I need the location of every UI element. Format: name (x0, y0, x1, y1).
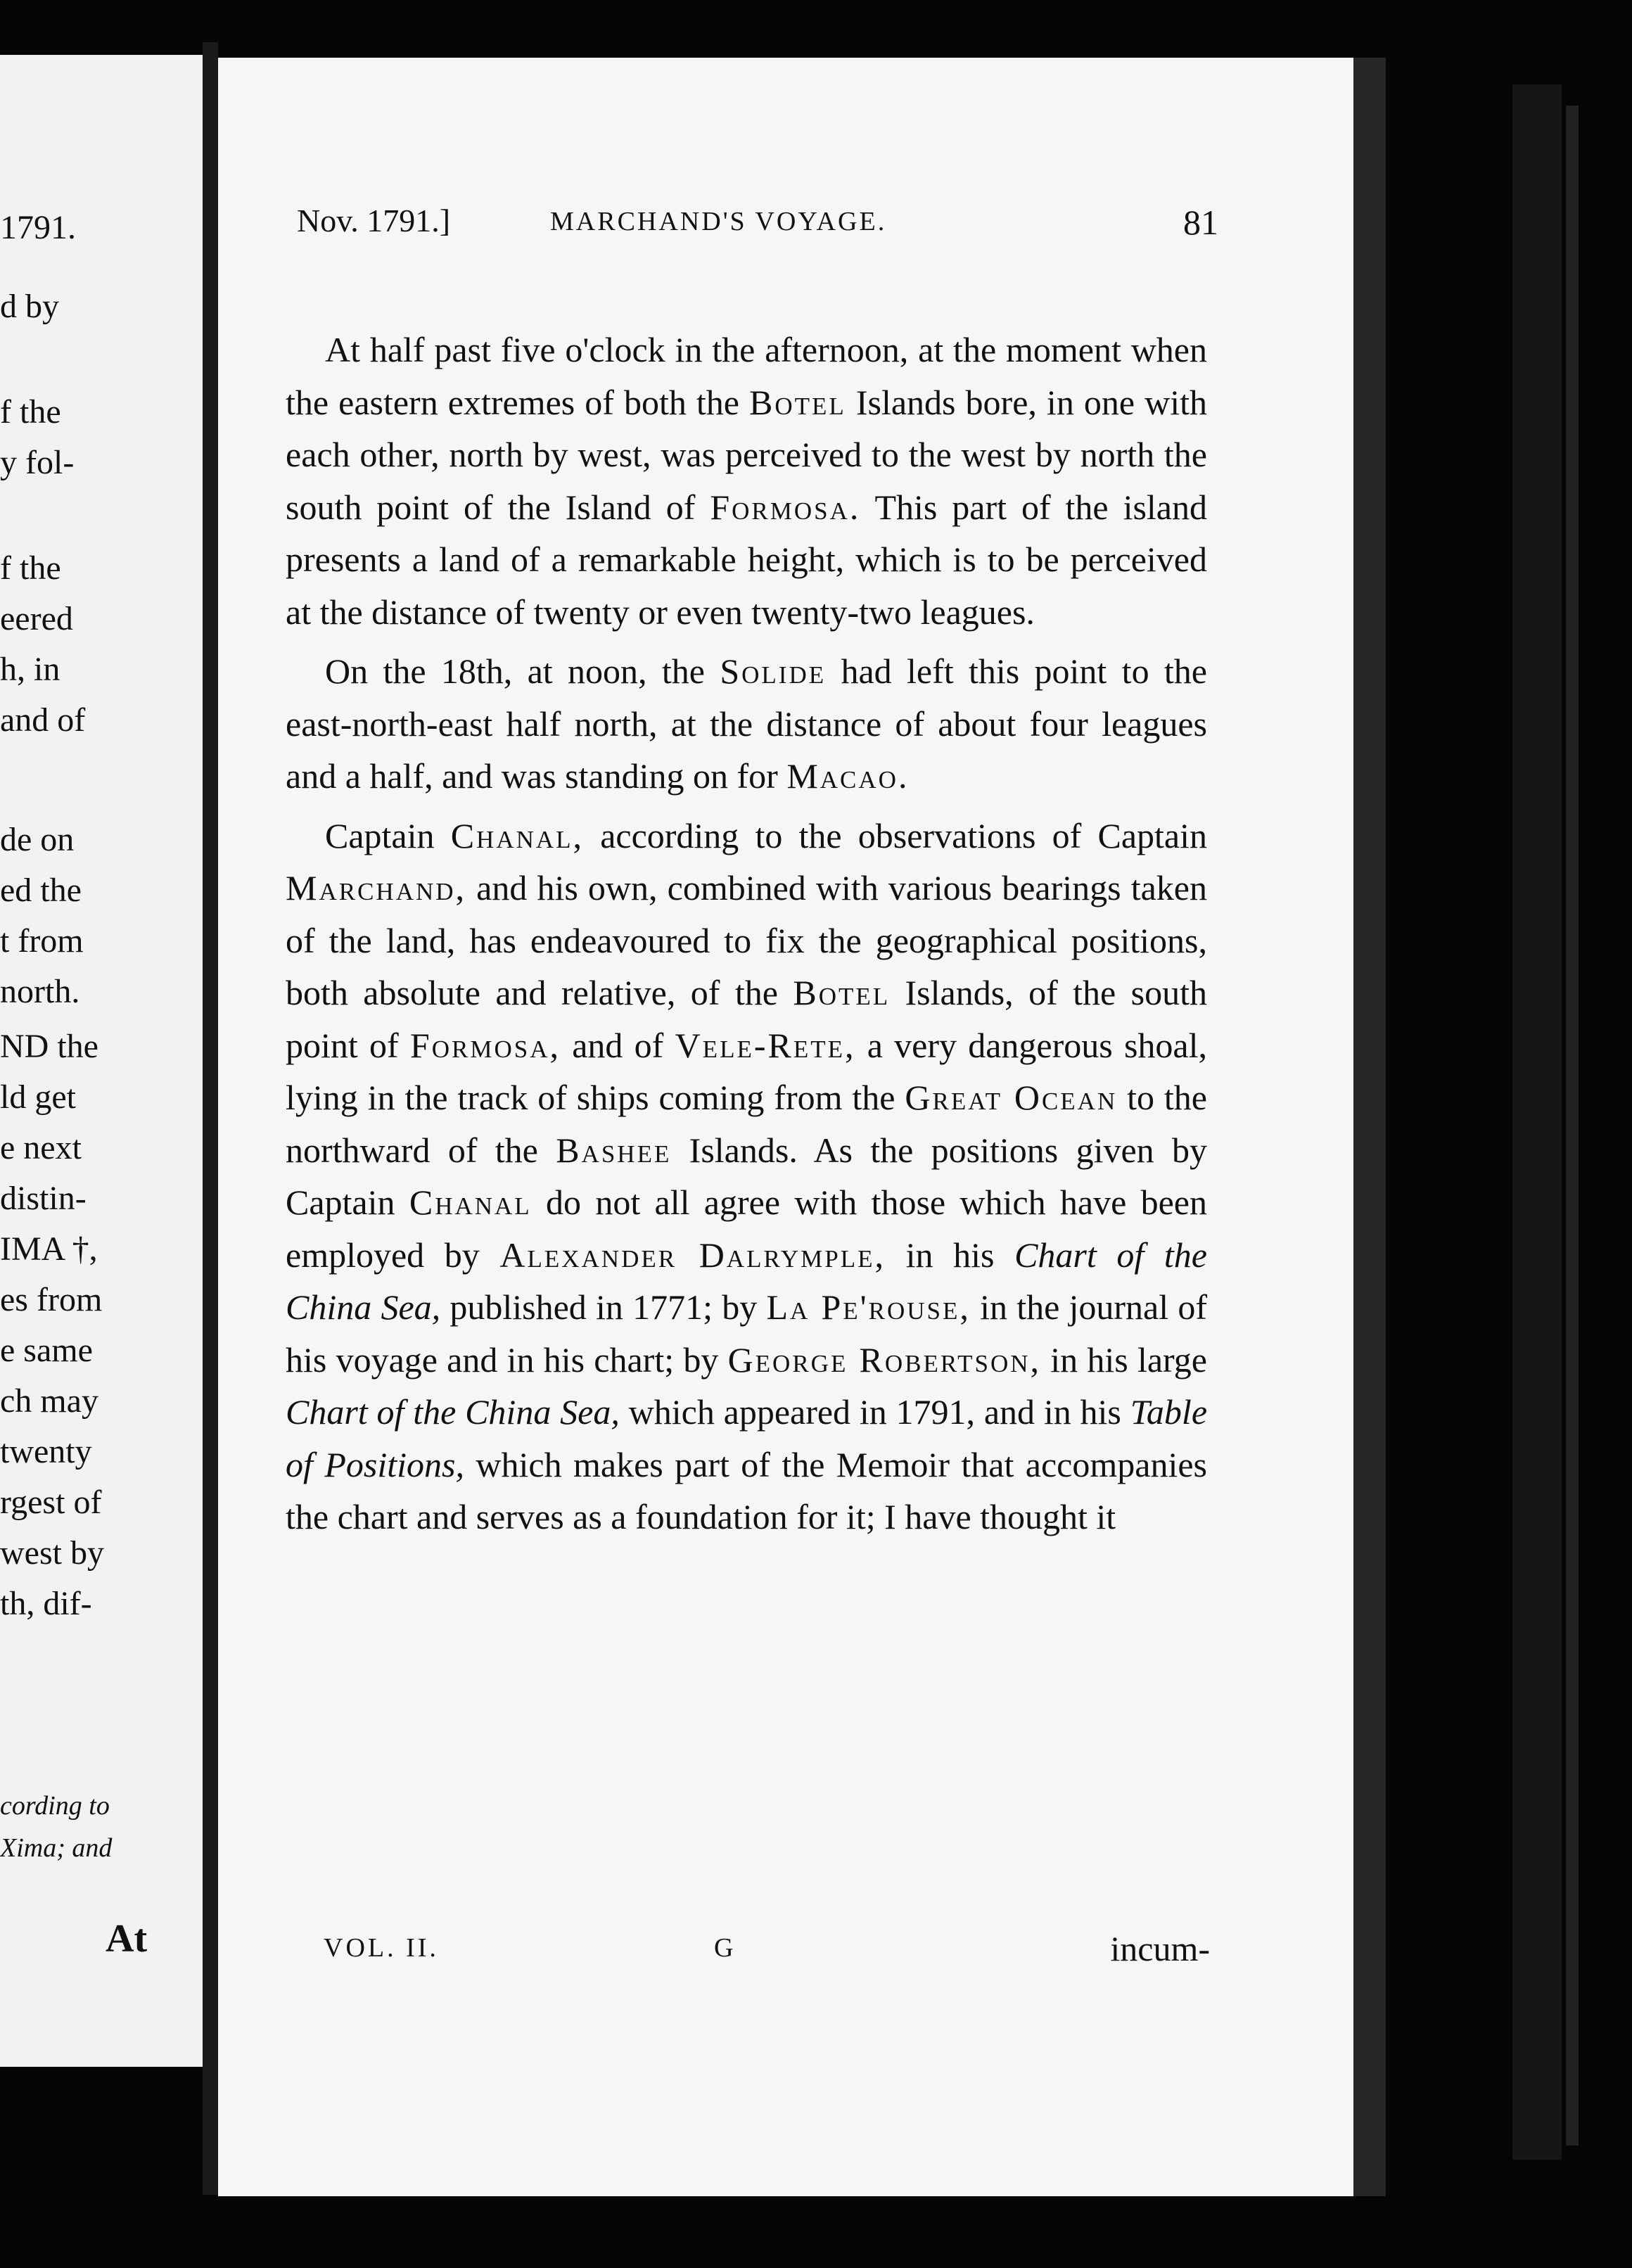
left-fragment: IMA †, (0, 1230, 98, 1268)
left-fragment: th, dif- (0, 1585, 92, 1622)
signature-mark: G (714, 1933, 734, 1963)
text-run: On the 18th, at noon, the (325, 651, 720, 691)
person-name: La Pe'rouse, (766, 1287, 971, 1327)
place-name: Vele-Rete, (675, 1025, 856, 1065)
page-footer (324, 1929, 1210, 1975)
work-title: Table of Positions, (286, 1392, 1208, 1484)
left-fragment: es from (0, 1281, 103, 1318)
person-name: George Robertson, (727, 1339, 1042, 1380)
text-run: This part of the island presents a land of a remarkable height, which is to be perceived at the distance of twenty or even twenty-two leagues. (286, 487, 1207, 632)
text-run: do not all agree with those which have been employed by (286, 1183, 1207, 1275)
left-fragment: h, in (0, 651, 60, 688)
left-fragment: f the (0, 393, 61, 431)
text-run: Islands. As the positions given by Captain (286, 1130, 1207, 1222)
left-fragment: e next (0, 1129, 82, 1166)
text-run: published in 1771; by (440, 1287, 767, 1327)
work-title: Chart of the China Sea, (286, 1235, 1207, 1327)
book-gutter (203, 42, 218, 2195)
left-fragment: 1791. (0, 209, 76, 246)
book-edge (1512, 84, 1562, 2160)
page-edge-shadow (1353, 58, 1386, 2196)
left-fragment: rgest of (0, 1484, 102, 1521)
left-fragment: cording to (0, 1791, 110, 1821)
main-page (218, 58, 1353, 2196)
left-fragment: north. (0, 973, 80, 1010)
text-run: and of (561, 1025, 675, 1065)
left-fragment: ND the (0, 1028, 98, 1065)
text-run: Islands bore, in one with each other, north by west, was perceived to the west by north the south point of the Island of (286, 382, 1207, 527)
text-run: had left this point to the east-north-east half north, at the distance of about four leagues and a half, and was standing on for (286, 651, 1207, 796)
left-fragment: f the (0, 549, 61, 587)
catchword: incum- (1110, 1929, 1210, 1968)
text-run: in his (886, 1235, 1015, 1275)
left-fragment: eered (0, 600, 73, 637)
page-number: 81 (1183, 203, 1218, 242)
text-run: which appeared in 1791, and in his (619, 1392, 1130, 1432)
left-fragment: ld get (0, 1078, 76, 1116)
person-name: Marchand, (286, 868, 467, 907)
text-run: to the northward of the (286, 1078, 1207, 1170)
left-fragment: t from (0, 922, 84, 960)
place-name: Botel (749, 382, 846, 422)
paragraph-2 (286, 645, 1207, 803)
book-edge (1566, 106, 1579, 2146)
left-fragment: twenty (0, 1433, 92, 1470)
place-name: Macao. (786, 756, 910, 796)
text-run: which makes part of the Memoir that accompanies the chart and serves as a foundation for it; I have thought it (286, 1444, 1207, 1536)
place-name: Bashee (556, 1130, 672, 1170)
text-run: At half past five o'clock in the afternoon, at the moment when the eastern extremes of both the (286, 330, 1207, 422)
left-fragment: y fol- (0, 444, 75, 481)
text-run: Captain (325, 815, 451, 855)
left-fragment: d by (0, 288, 59, 325)
running-head (297, 202, 1218, 251)
body-text (286, 324, 1207, 1543)
left-fragment: ed the (0, 872, 82, 909)
left-fragment: e same (0, 1332, 93, 1369)
place-name: Botel (793, 973, 891, 1012)
paragraph-1 (286, 324, 1207, 638)
place-name: Great Ocean (905, 1078, 1118, 1117)
left-facing-page (0, 55, 203, 2067)
text-run: Islands, of the south point of (286, 973, 1207, 1065)
header-date: Nov. 1791.] (297, 203, 451, 238)
left-fragment: west by (0, 1534, 104, 1572)
text-run: in the journal of his voyage and in his chart; by (286, 1287, 1207, 1380)
left-fragment: ch may (0, 1382, 98, 1420)
volume-signature: VOL. II. (324, 1933, 439, 1963)
place-name: Formosa. (710, 487, 861, 527)
place-name: Formosa, (409, 1025, 561, 1065)
text-run: in his large (1041, 1339, 1207, 1380)
person-name: Alexander Dalrymple, (499, 1235, 886, 1275)
left-fragment: and of (0, 701, 86, 739)
person-name: Chanal, (450, 815, 585, 855)
text-run: a very dangerous shoal, lying in the track of ships coming from the (286, 1025, 1208, 1117)
ship-name: Solide (720, 651, 827, 691)
person-name: Chanal (409, 1183, 532, 1222)
paragraph-3 (286, 810, 1207, 1543)
work-title: Chart of the China Sea, (286, 1392, 620, 1432)
left-fragment: distin- (0, 1180, 87, 1217)
left-fragment: Xima; and (0, 1833, 113, 1863)
header-title: MARCHAND'S VOYAGE. (550, 207, 887, 236)
left-fragment: At (106, 1917, 148, 1961)
left-fragment: de on (0, 821, 75, 858)
text-run: and his own, combined with various bearings taken of the land, has endeavoured to fix the geographical positions, both absolute and relative, of the (286, 868, 1207, 1012)
text-run: according to the observations of Captain (584, 815, 1207, 855)
